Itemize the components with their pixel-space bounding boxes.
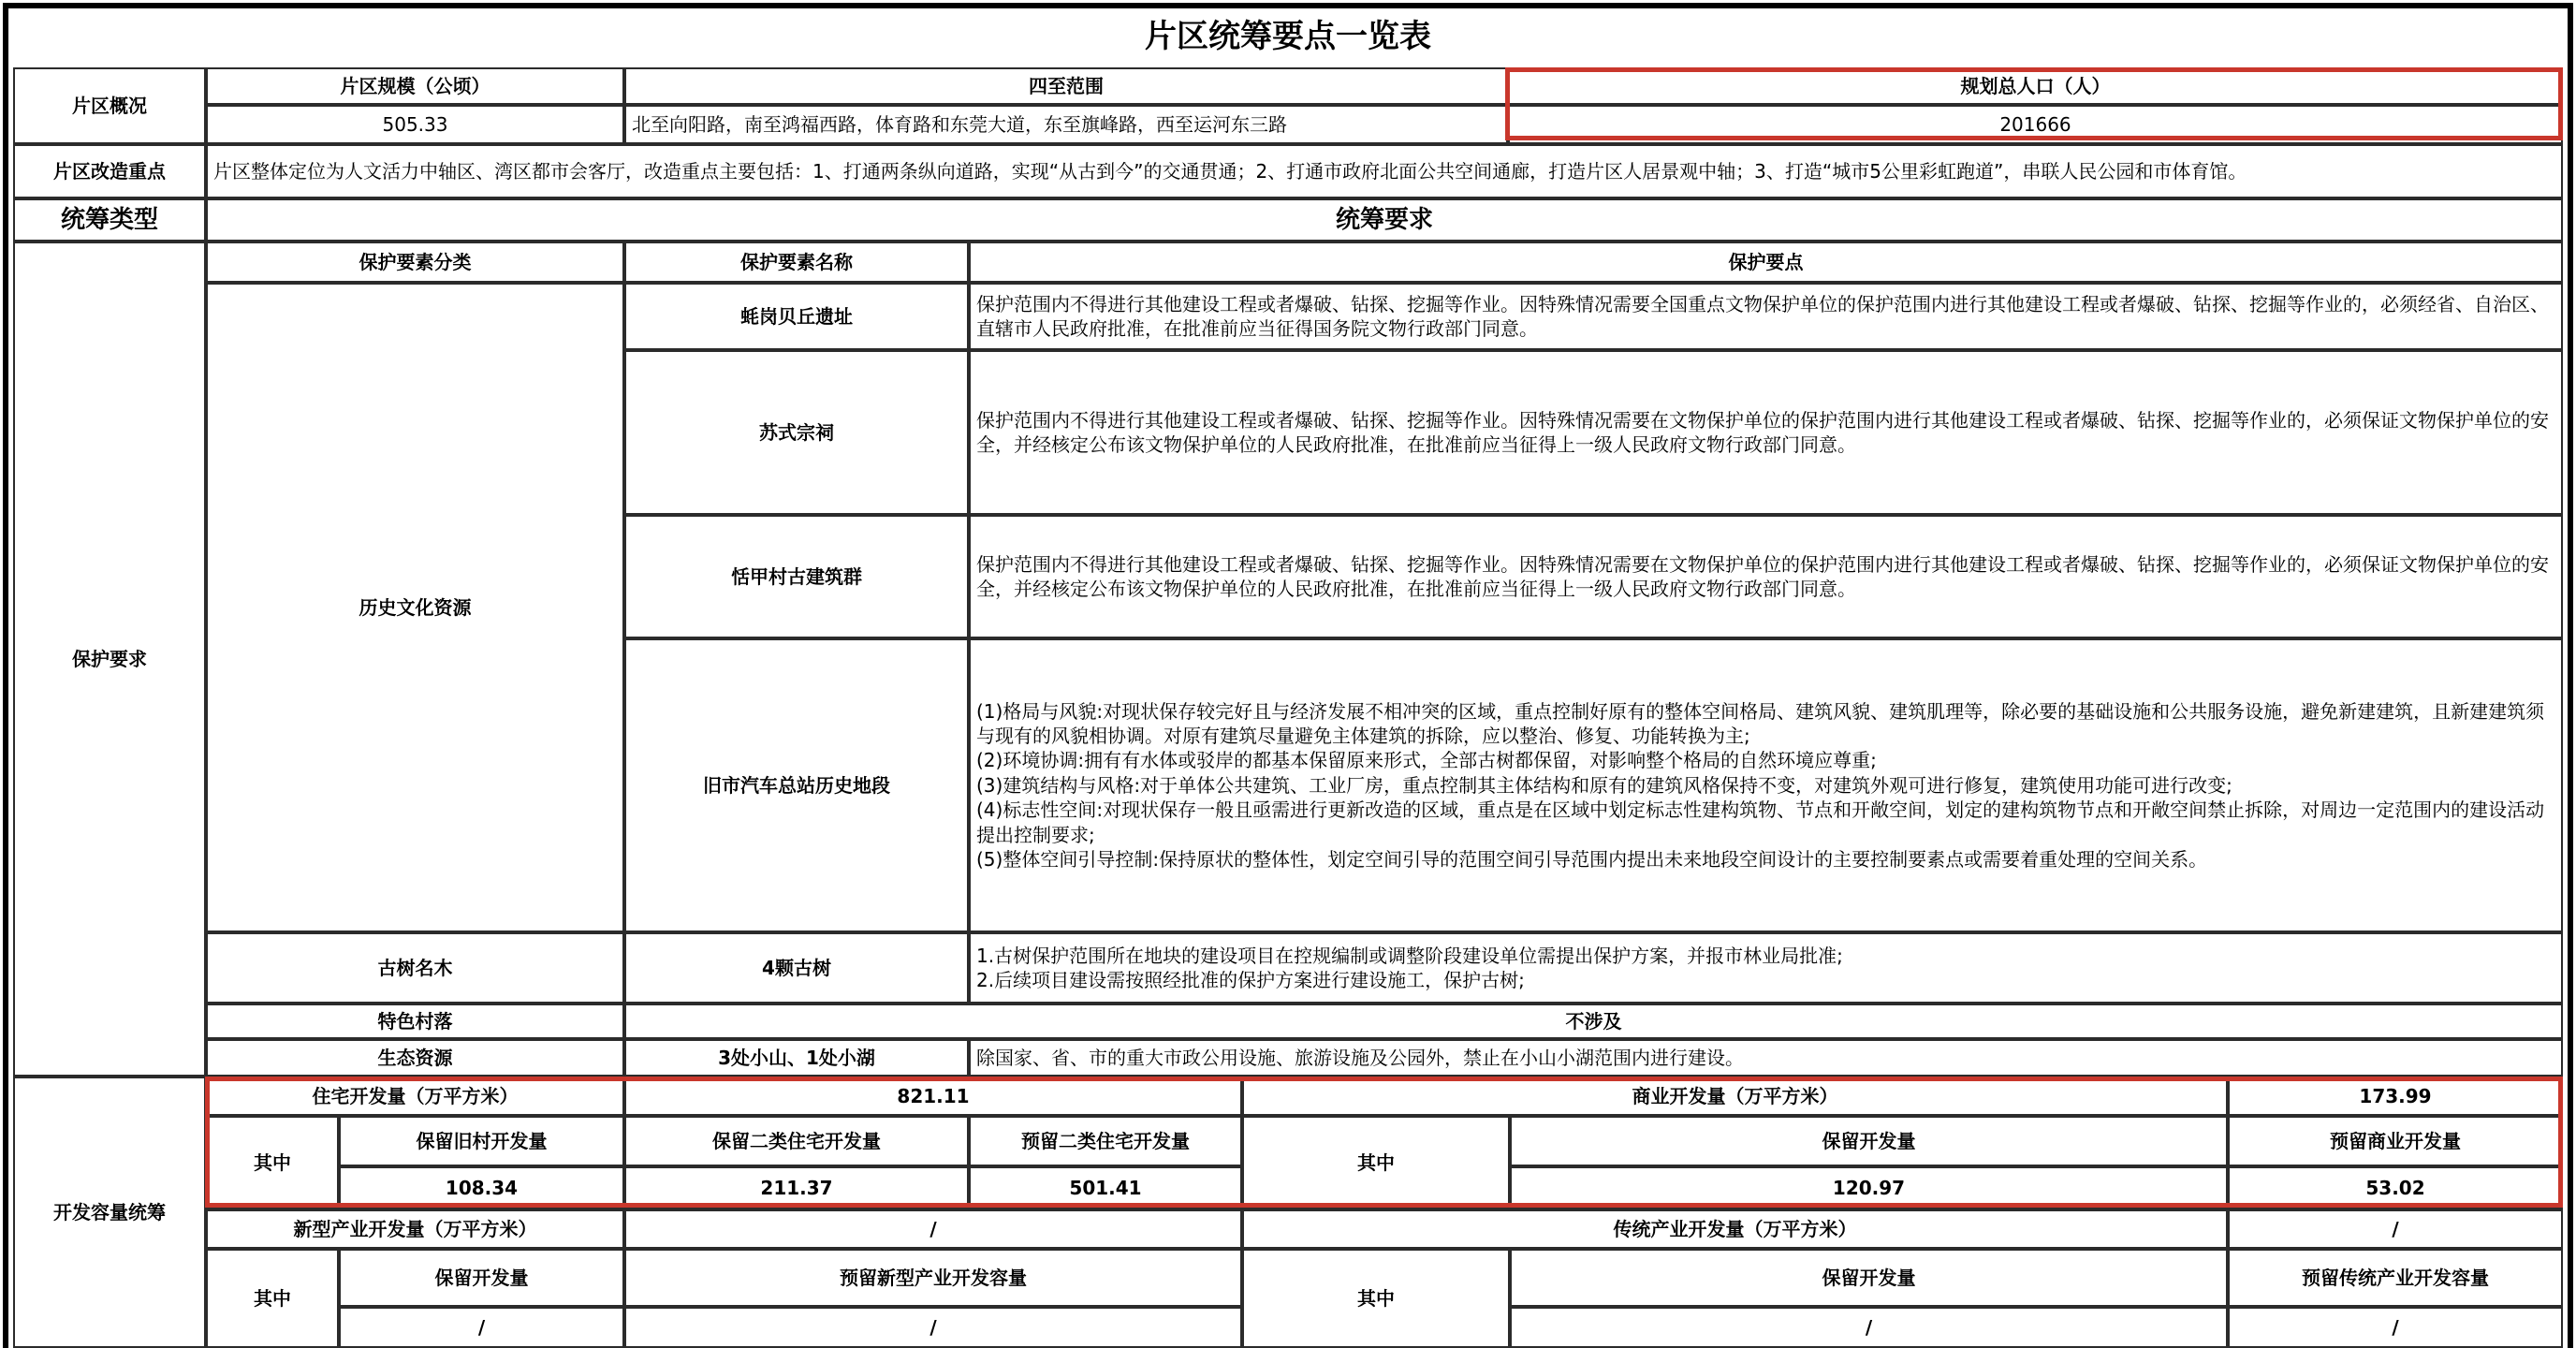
traditional-industry-label: 传统产业开发量（万平方米） — [1242, 1209, 2228, 1249]
focus-text: 片区整体定位为人文活力中轴区、湾区都市会客厅，改造重点主要包括：1、打通两条纵向道路，实现“从古到今”的交通贯通；2、打通市政府北面公共空间通廊，打造片区人居景观中轴；3、打造“城市5公里彩虹跑道”，串联人民公园和市体育馆。 — [206, 144, 2563, 198]
commercial-label: 商业开发量（万平方米） — [1242, 1077, 2228, 1116]
new-industry-among: 其中 — [206, 1249, 339, 1348]
residential-label: 住宅开发量（万平方米） — [206, 1077, 624, 1116]
new-industry-label: 新型产业开发量（万平方米） — [206, 1209, 624, 1249]
ni-sub-value-2: / — [624, 1307, 1242, 1348]
header-name: 保护要素名称 — [624, 242, 969, 283]
site-points-3: 保护范围内不得进行其他建设工程或者爆破、钻探、挖掘等作业。因特殊情况需要在文物保护单位的保护范围内进行其他建设工程或者爆破、钻探、挖掘等作业的，必须保证文物保护单位的安全，并经核定公布该文物保护单位的人民政府批准，在批准前应当征得上一级人民政府文物行政部门同意。 — [969, 515, 2563, 638]
scale-header: 片区规模（公顷） — [206, 67, 624, 105]
boundary-value: 北至向阳路，南至鸿福西路，体育路和东莞大道，东至旗峰路，西至运河东三路 — [624, 105, 1508, 144]
focus-label: 片区改造重点 — [13, 144, 206, 198]
district-line-2: (2)环境协调:拥有有水体或驳岸的都基本保留原来形式，全部古树都保留，对影响整个格局的自然环境应尊重; — [976, 749, 1877, 772]
ecology-category: 生态资源 — [206, 1039, 624, 1077]
trees-line-1: 1.古树保护范围所在地块的建设项目在控规编制或调整阶段建设单位需提出保护方案，并报市林业局批准; — [976, 944, 1843, 967]
commercial-value: 173.99 — [2228, 1077, 2563, 1116]
protection-label: 保护要求 — [13, 242, 206, 1077]
res-sub-label-3: 预留二类住宅开发量 — [969, 1116, 1242, 1166]
trees-category: 古树名木 — [206, 932, 624, 1004]
res-sub-value-3: 501.41 — [969, 1166, 1242, 1209]
types-label: 统筹类型 — [13, 198, 206, 242]
overview-label: 片区概况 — [13, 67, 206, 144]
ti-sub-label-2: 预留传统产业开发容量 — [2228, 1249, 2563, 1307]
res-sub-value-1: 108.34 — [339, 1166, 624, 1209]
com-sub-label-1: 保留开发量 — [1510, 1116, 2228, 1166]
new-industry-value: / — [624, 1209, 1242, 1249]
ecology-points: 除国家、省、市的重大市政公用设施、旅游设施及公园外，禁止在小山小湖范围内进行建设。 — [969, 1039, 2563, 1077]
site-name-3: 恬甲村古建筑群 — [624, 515, 969, 638]
ni-sub-label-2: 预留新型产业开发容量 — [624, 1249, 1242, 1307]
traditional-industry-value: / — [2228, 1209, 2563, 1249]
res-sub-value-2: 211.37 — [624, 1166, 969, 1209]
header-category: 保护要素分类 — [206, 242, 624, 283]
site-points-2: 保护范围内不得进行其他建设工程或者爆破、钻探、挖掘等作业。因特殊情况需要在文物保护单位的保护范围内进行其他建设工程或者爆破、钻探、挖掘等作业的，必须保证文物保护单位的安全，并经核定公布该文物保护单位的人民政府批准，在批准前应当征得上一级人民政府文物行政部门同意。 — [969, 350, 2563, 515]
residential-value: 821.11 — [624, 1077, 1242, 1116]
ni-sub-label-1: 保留开发量 — [339, 1249, 624, 1307]
district-line-1: (1)格局与风貌:对现状保存较完好且与经济发展不相冲突的区域，重点控制好原有的整体空间格局、建筑风貌、建筑肌理等，除必要的基础设施和公共服务设施，避免新建建筑，且新建建筑须与现有的风貌相协调。对原有建筑尽量避免主体建筑的拆除，应以整治、修复、功能转换为主; — [976, 699, 2545, 748]
ni-sub-value-1: / — [339, 1307, 624, 1348]
com-sub-value-1: 120.97 — [1510, 1166, 2228, 1209]
commercial-among: 其中 — [1242, 1116, 1510, 1209]
scale-value: 505.33 — [206, 105, 624, 144]
district-line-5: (5)整体空间引导控制:保持原状的整体性，划定空间引导的范围空间引导范围内提出未来地段空间设计的主要控制要素点或需要着重处理的空间关系。 — [976, 847, 2208, 871]
ti-sub-value-1: / — [1510, 1307, 2228, 1348]
trees-line-2: 2.后续项目建设需按照经批准的保护方案进行建设施工，保护古树; — [976, 969, 1525, 991]
page-title: 片区统筹要点一览表 — [9, 6, 2567, 67]
ecology-name: 3处小山、1处小湖 — [624, 1039, 969, 1077]
res-sub-label-2: 保留二类住宅开发量 — [624, 1116, 969, 1166]
traditional-industry-among: 其中 — [1242, 1249, 1510, 1348]
district-name: 旧市汽车总站历史地段 — [624, 638, 969, 932]
village-value: 不涉及 — [624, 1004, 2563, 1039]
ti-sub-value-2: / — [2228, 1307, 2563, 1348]
site-name-2: 苏式宗祠 — [624, 350, 969, 515]
res-sub-label-1: 保留旧村开发量 — [339, 1116, 624, 1166]
residential-among: 其中 — [206, 1116, 339, 1209]
boundary-header: 四至范围 — [624, 67, 1508, 105]
village-category: 特色村落 — [206, 1004, 624, 1039]
trees-name: 4颗古树 — [624, 932, 969, 1004]
district-line-4: (4)标志性空间:对现状保存一般且亟需进行更新改造的区域，重点是在区域中划定标志性建构筑物、节点和开敞空间，划定的建构筑物节点和开敞空间禁止拆除，对周边一定范围内的建设活动提出控制要求; — [976, 799, 2545, 846]
population-header: 规划总人口（人） — [1508, 67, 2563, 105]
district-line-3: (3)建筑结构与风格:对于单体公共建筑、工业厂房，重点控制其主体结构和原有的建筑风格保持不变，对建筑外观可进行修复，建筑使用功能可进行改变; — [976, 773, 2232, 797]
com-sub-value-2: 53.02 — [2228, 1166, 2563, 1209]
historic-category: 历史文化资源 — [206, 283, 624, 932]
trees-points — [969, 932, 2563, 1004]
site-points-1: 保护范围内不得进行其他建设工程或者爆破、钻探、挖掘等作业。因特殊情况需要全国重点文物保护单位的保护范围内进行其他建设工程或者爆破、钻探、挖掘等作业的，必须经省、自治区、直辖市人民政府批准，在批准前应当征得国务院文物行政部门同意。 — [969, 283, 2563, 350]
com-sub-label-2: 预留商业开发量 — [2228, 1116, 2563, 1166]
development-label: 开发容量统筹 — [13, 1077, 206, 1348]
ti-sub-label-1: 保留开发量 — [1510, 1249, 2228, 1307]
requirements-label: 统筹要求 — [206, 198, 2563, 242]
population-value: 201666 — [1508, 105, 2563, 144]
header-points: 保护要点 — [969, 242, 2563, 283]
site-name-1: 蚝岗贝丘遗址 — [624, 283, 969, 350]
district-points — [969, 638, 2563, 932]
